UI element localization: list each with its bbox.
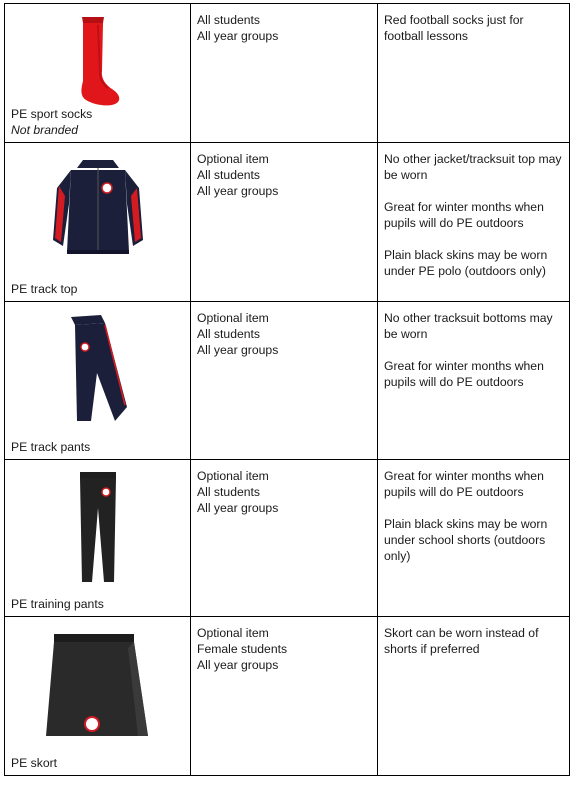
item-name: PE training pants	[11, 597, 104, 611]
item-cell	[5, 4, 191, 143]
who-cell	[191, 617, 378, 776]
notes-cell	[378, 302, 570, 460]
who-line: All students	[197, 485, 261, 499]
table-row	[5, 302, 570, 460]
skort-icon	[5, 623, 190, 745]
note-text: No other tracksuit bottoms may be worn	[384, 311, 553, 341]
who-cell	[191, 460, 378, 617]
table-row	[5, 143, 570, 302]
who-line: All year groups	[197, 501, 279, 515]
notes-cell	[378, 460, 570, 617]
track-pants-icon	[5, 308, 190, 429]
who-line: All students	[197, 13, 261, 27]
who-line: Optional item	[197, 469, 269, 483]
item-name: PE skort	[11, 756, 58, 770]
who-line: Optional item	[197, 152, 269, 166]
track-top-icon	[5, 149, 190, 271]
who-line: All year groups	[197, 343, 279, 357]
notes-cell	[378, 143, 570, 302]
who-line: All year groups	[197, 29, 279, 43]
who-line: All students	[197, 327, 261, 341]
note-text: Plain black skins may be worn under school shorts (outdoors only)	[384, 517, 548, 563]
item-note: Not branded	[11, 123, 79, 137]
item-cell	[5, 617, 191, 776]
item-cell	[5, 143, 191, 302]
uniform-table	[4, 3, 570, 776]
who-line: Female students	[197, 642, 288, 656]
table-row	[5, 4, 570, 143]
note-text: Great for winter months when pupils will do PE outdoors	[384, 469, 544, 499]
who-line: All year groups	[197, 658, 279, 672]
table-row	[5, 460, 570, 617]
item-name: PE sport socks	[11, 107, 93, 121]
note-text: Great for winter months when pupils will do PE outdoors	[384, 200, 544, 230]
who-cell	[191, 302, 378, 460]
item-name: PE track top	[11, 282, 78, 296]
who-line: Optional item	[197, 311, 269, 325]
who-line: All students	[197, 168, 261, 182]
item-cell	[5, 302, 191, 460]
note-text: Skort can be worn instead of shorts if preferred	[384, 626, 539, 656]
note-text: No other jacket/tracksuit top may be worn	[384, 152, 562, 182]
training-pants-icon	[5, 466, 190, 586]
notes-cell	[378, 617, 570, 776]
note-text: Red football socks just for football lessons	[384, 13, 524, 43]
item-name: PE track pants	[11, 440, 91, 454]
table-row	[5, 617, 570, 776]
notes-cell	[378, 4, 570, 143]
who-line: Optional item	[197, 626, 269, 640]
item-cell	[5, 460, 191, 617]
who-cell	[191, 143, 378, 302]
note-text: Great for winter months when pupils will do PE outdoors	[384, 359, 544, 389]
who-line: All year groups	[197, 184, 279, 198]
red-sock-icon	[5, 10, 190, 112]
who-cell	[191, 4, 378, 143]
note-text: Plain black skins may be worn under PE polo (outdoors only)	[384, 248, 548, 278]
